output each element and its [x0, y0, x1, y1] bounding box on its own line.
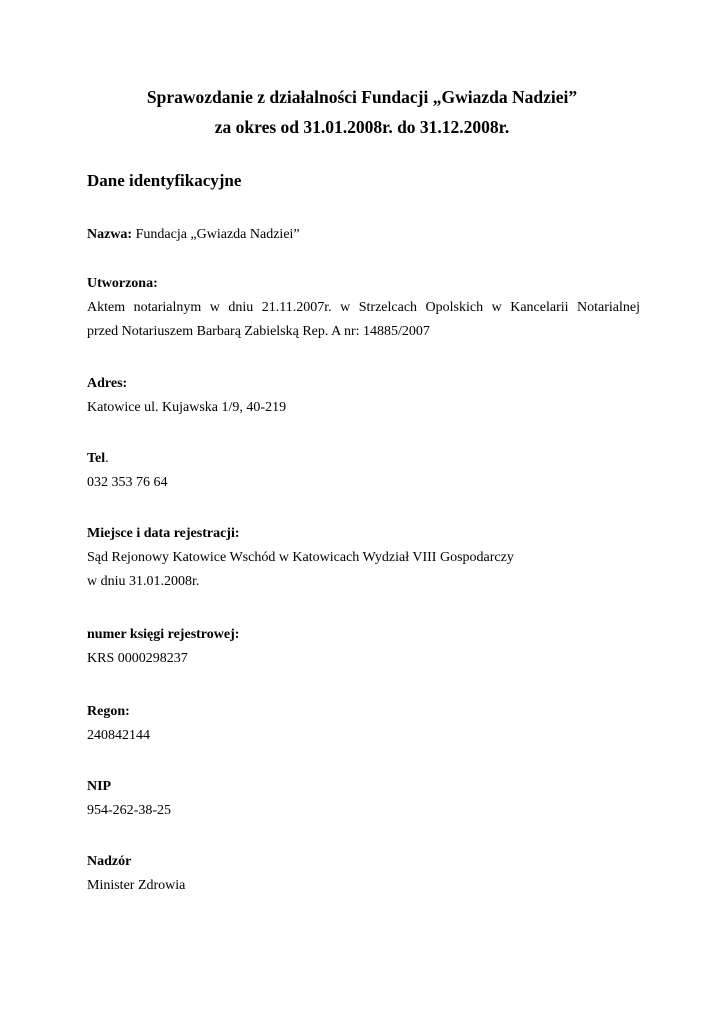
- tel-label-line: [87, 447, 640, 471]
- utworzona-line-1: Aktem notarialnym w dniu 21.11.2007r. w Strzelcach Opolskich w Kancelarii Notarialnej: [87, 300, 640, 315]
- report-title: Sprawozdanie z działalności Fundacji „Gwiazda Nadziei”: [146, 87, 578, 107]
- field-tel: [87, 447, 640, 495]
- rejestracja-line-1: Sąd Rejonowy Katowice Wschód w Katowicach Wydział VIII Gospodarczy: [87, 550, 514, 565]
- nazwa-value: Fundacja „Gwiazda Nadziei”: [132, 227, 300, 242]
- field-regon: [87, 700, 640, 748]
- nip-value: 954-262-38-25: [87, 803, 171, 818]
- tel-label: Tel: [87, 451, 106, 466]
- krs-label: numer księgi rejestrowej:: [87, 627, 240, 642]
- rejestracja-line-2: w dniu 31.01.2008r.: [87, 574, 200, 589]
- adres-label: Adres:: [87, 376, 128, 391]
- field-rejestracja: [87, 522, 640, 594]
- nip-label: NIP: [87, 779, 112, 794]
- rejestracja-label: Miejsce i data rejestracji:: [87, 526, 240, 541]
- field-nadzor: [87, 850, 640, 898]
- field-nazwa: [87, 223, 640, 247]
- field-nip: [87, 775, 640, 823]
- krs-value: KRS 0000298237: [87, 651, 188, 666]
- section-heading: Dane identyfikacyjne: [87, 171, 242, 190]
- utworzona-line-2: przed Notariuszem Barbarą Zabielską Rep. A nr: 14885/2007: [87, 324, 430, 339]
- report-period: za okres od 31.01.2008r. do 31.12.2008r.: [214, 117, 510, 137]
- utworzona-label: Utworzona:: [87, 276, 158, 291]
- field-adres: [87, 372, 640, 420]
- adres-value: Katowice ul. Kujawska 1/9, 40-219: [87, 400, 287, 415]
- field-krs: [87, 623, 640, 671]
- nazwa-line: [87, 223, 640, 247]
- field-utworzona: [87, 272, 640, 344]
- tel-label-suffix: .: [105, 451, 109, 466]
- regon-value: 240842144: [87, 728, 150, 743]
- tel-value: 032 353 76 64: [87, 475, 168, 490]
- nadzor-value: Minister Zdrowia: [87, 878, 186, 893]
- nadzor-label: Nadzór: [87, 854, 132, 869]
- nazwa-label: Nazwa:: [87, 227, 133, 242]
- regon-label: Regon:: [87, 704, 130, 719]
